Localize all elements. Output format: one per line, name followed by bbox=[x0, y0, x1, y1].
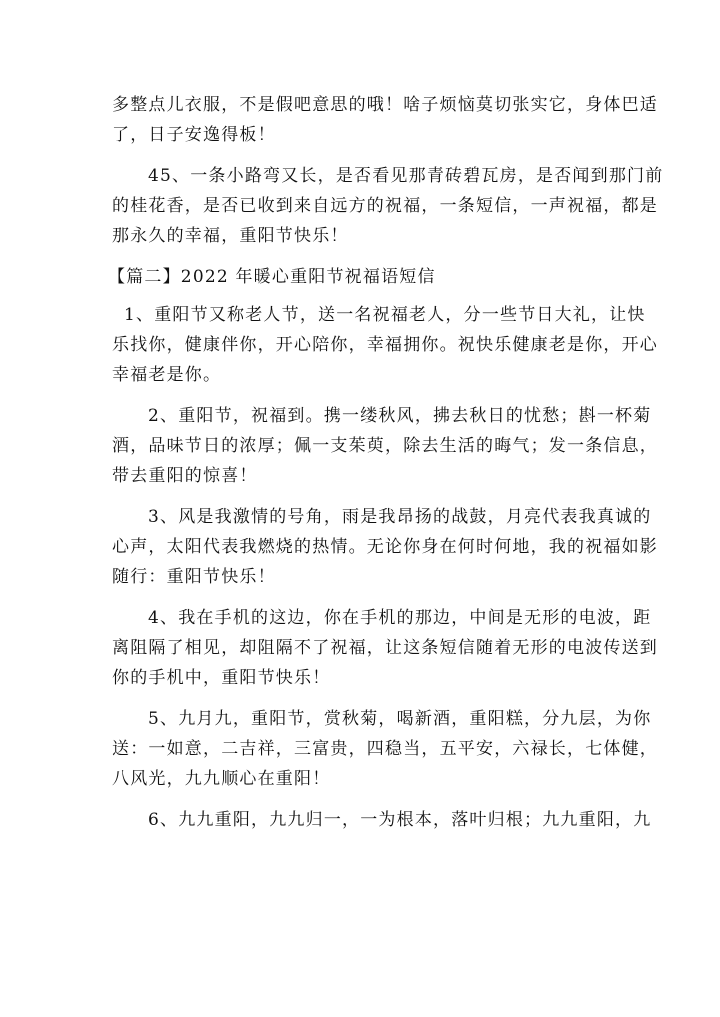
paragraph-item-6 bbox=[112, 805, 652, 835]
text-line: 5、九月九，重阳节，赏秋菊，喝新酒，重阳糕，分九层，为你 bbox=[148, 709, 652, 729]
text-line: 心声，太阳代表我燃烧的热情。无论你身在何时何地，我的祝福如影 bbox=[112, 537, 658, 557]
paragraph-item-4 bbox=[112, 603, 658, 693]
text-line: 4、我在手机的这边，你在手机的那边，中间是无形的电波，距 bbox=[148, 608, 652, 628]
paragraph-item-3 bbox=[112, 502, 658, 592]
text-line: 八风光，九九顺心在重阳！ bbox=[112, 769, 331, 789]
paragraph-item-5 bbox=[112, 704, 658, 794]
text-line: 送：一如意，二吉祥，三富贵，四稳当，五平安，六禄长，七体健， bbox=[112, 739, 658, 759]
text-line: 带去重阳的惊喜！ bbox=[112, 466, 258, 486]
paragraph-item-45 bbox=[112, 161, 664, 251]
paragraph-item-2 bbox=[112, 401, 658, 491]
text-line: 3、风是我激情的号角，雨是我昂扬的战鼓，月亮代表我真诚的 bbox=[148, 507, 652, 527]
text-line: 6、九九重阳，九九归一，一为根本，落叶归根；九九重阳，九 bbox=[148, 810, 652, 830]
text-line: 的桂花香，是否已收到来自远方的祝福，一条短信，一声祝福，都是 bbox=[112, 196, 658, 216]
section-heading: 【篇二】2022 年暖心重阳节祝福语短信 bbox=[108, 267, 436, 287]
text-line: 酒，品味节日的浓厚；佩一支茱萸，除去生活的晦气；发一条信息， bbox=[112, 436, 658, 456]
text-line: 45、一条小路弯又长，是否看见那青砖碧瓦房，是否闻到那门前 bbox=[148, 166, 664, 186]
text-line: 那永久的幸福，重阳节快乐！ bbox=[112, 226, 349, 246]
text-line: 你的手机中，重阳节快乐！ bbox=[112, 668, 331, 688]
text-line: 多整点儿衣服，不是假吧意思的哦！啥子烦恼莫切张实它，身体巴适 bbox=[112, 95, 658, 115]
paragraph-item-1 bbox=[112, 300, 658, 390]
text-line: 2、重阳节，祝福到。携一缕秋风，拂去秋日的忧愁；斟一杯菊 bbox=[148, 406, 652, 426]
text-line: 幸福老是你。 bbox=[112, 365, 222, 385]
paragraph-continued bbox=[112, 90, 658, 150]
text-line: 了，日子安逸得板！ bbox=[112, 125, 276, 145]
text-line: 1、重阳节又称老人节，送一名祝福老人，分一些节日大礼，让快 bbox=[124, 305, 646, 325]
text-line: 乐找你，健康伴你，开心陪你，幸福拥你。祝快乐健康老是你，开心 bbox=[112, 335, 658, 355]
text-line: 离阻隔了相见，却阻隔不了祝福，让这条短信随着无形的电波传送到 bbox=[112, 638, 658, 658]
document-body bbox=[108, 90, 664, 835]
text-line: 随行：重阳节快乐！ bbox=[112, 567, 276, 587]
